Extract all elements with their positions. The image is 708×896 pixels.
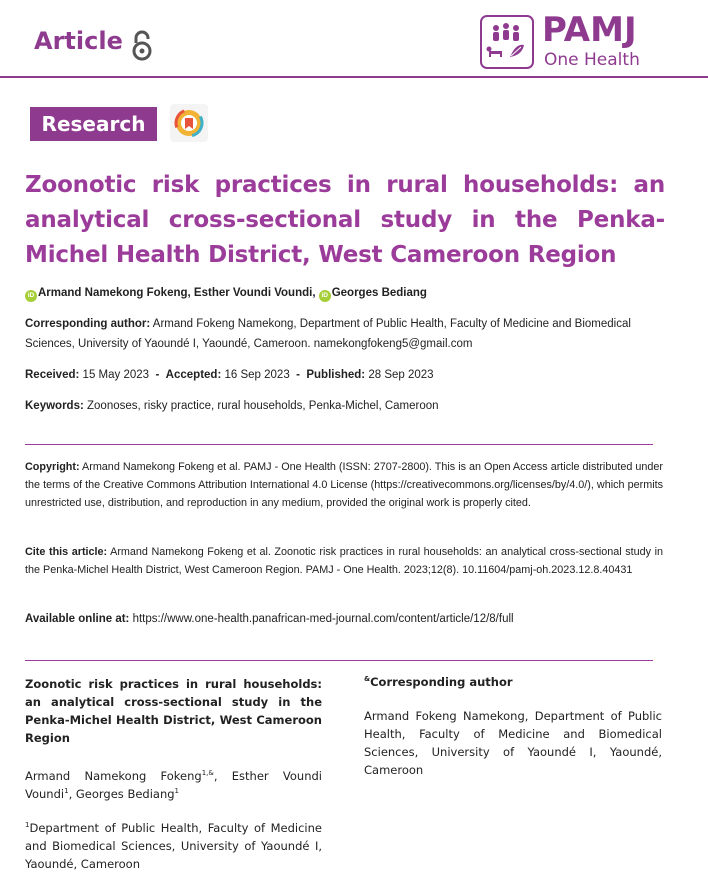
right-column [364, 673, 662, 779]
author-name: Esther Voundi Voundi [25, 769, 322, 801]
header-divider [0, 76, 708, 78]
cite-text: Armand Namekong Fokeng et al. Zoonotic risk practices in rural households: an analytical cross-sectional study in the Penka-Michel Health District, West Cameroon Region. PAMJ - One Health. 2023;12(8). 10.11604/pamj-oh.2023.12.8.40431 [25, 546, 663, 576]
copyright-text: Armand Namekong Fokeng et al. PAMJ - One Health (ISSN: 2707-2800). This is an Open Access article distributed under the terms of the Creative Commons Attribution International 4.0 License (https://creativecommons.org/licenses/by/4.0/), which permits unrestricted use, distribution, and reproduction in any medium, provided the original work is properly cited. [25, 461, 663, 509]
column-article-title: Zoonotic risk practices in rural households: an analytical cross-sectional study in the Penka-Michel Health District, West Cameroon Region [25, 677, 322, 745]
open-lock-icon [131, 29, 153, 61]
journal-logo-icon [480, 15, 534, 69]
article-type-label: Article [34, 27, 123, 55]
keywords [25, 396, 675, 416]
received-label: Received: [25, 369, 80, 381]
publication-dates: Received: 15 May 2023 - Accepted: 16 Sep 2023 - Published: 28 Sep 2023 [25, 369, 434, 381]
corresponding-author-block [25, 314, 675, 354]
online-label: Available online at: [25, 613, 130, 625]
citation-block [25, 543, 663, 579]
published-label: Published: [306, 369, 366, 381]
orcid-icon[interactable]: iD [25, 290, 37, 302]
author-name: Georges Bediang [75, 787, 175, 801]
corresponding-heading: &Corresponding author [364, 675, 513, 689]
column-author-list: Armand Namekong Fokeng$^{1,\&}$, Esther Voundi Voundi$^1$, Georges Bediang$^1$ [25, 769, 322, 801]
available-online [25, 610, 663, 628]
author-name: Armand Namekong Fokeng [38, 287, 188, 299]
copyright-notice [25, 458, 663, 512]
accepted-label: Accepted: [165, 369, 222, 381]
section-divider [25, 444, 653, 445]
author-name: Georges Bediang [331, 287, 427, 299]
keywords-text: Zoonoses, risky practice, rural households, Penka-Michel, Cameroon [87, 400, 439, 412]
published-date: 28 Sep 2023 [368, 369, 434, 381]
article-category-badge: Research [30, 107, 157, 141]
page-header [0, 0, 708, 78]
journal-name: PAMJ [542, 10, 637, 50]
article-url-link[interactable]: https://www.one-health.panafrican-med-journal.com/content/article/12/8/full [132, 613, 514, 625]
keywords-label: Keywords: [25, 400, 84, 412]
author-affiliation: $^1$Department of Public Health, Faculty of Medicine and Biomedical Sciences, University of Yaoundé I, Yaoundé, Cameroon [25, 821, 322, 871]
accepted-date: 16 Sep 2023 [224, 369, 290, 381]
corresponding-address: Armand Fokeng Namekong, Department of Public Health, Faculty of Medicine and Biomedical Sciences, University of Yaoundé I, Yaoundé, Cameroon [364, 709, 662, 777]
orcid-icon[interactable]: iD [319, 290, 331, 302]
author-name: Armand Namekong Fokeng [25, 769, 202, 783]
corresponding-label: Corresponding author: [25, 318, 151, 330]
received-date: 15 May 2023 [82, 369, 150, 381]
author-name: Esther Voundi Voundi [193, 287, 313, 299]
copyright-label: Copyright: [25, 461, 80, 473]
crossmark-icon[interactable] [170, 104, 208, 142]
article-title: Zoonotic risk practices in rural households: an analytical cross-sectional study in the Penka-Michel Health District, West Cameroon Region [25, 172, 665, 268]
author-list: iD Armand Namekong Fokeng, Esther Voundi Voundi, iD Georges Bediang [25, 283, 675, 303]
section-divider [25, 660, 653, 661]
journal-section: One Health [544, 50, 640, 70]
corresponding-text: Armand Fokeng Namekong, Department of Public Health, Faculty of Medicine and Biomedical Sciences, University of Yaoundé I, Yaoundé, Cameroon. namekongfokeng5@gmail.com [25, 318, 631, 350]
left-column [25, 675, 322, 873]
cite-label: Cite this article: [25, 546, 108, 558]
